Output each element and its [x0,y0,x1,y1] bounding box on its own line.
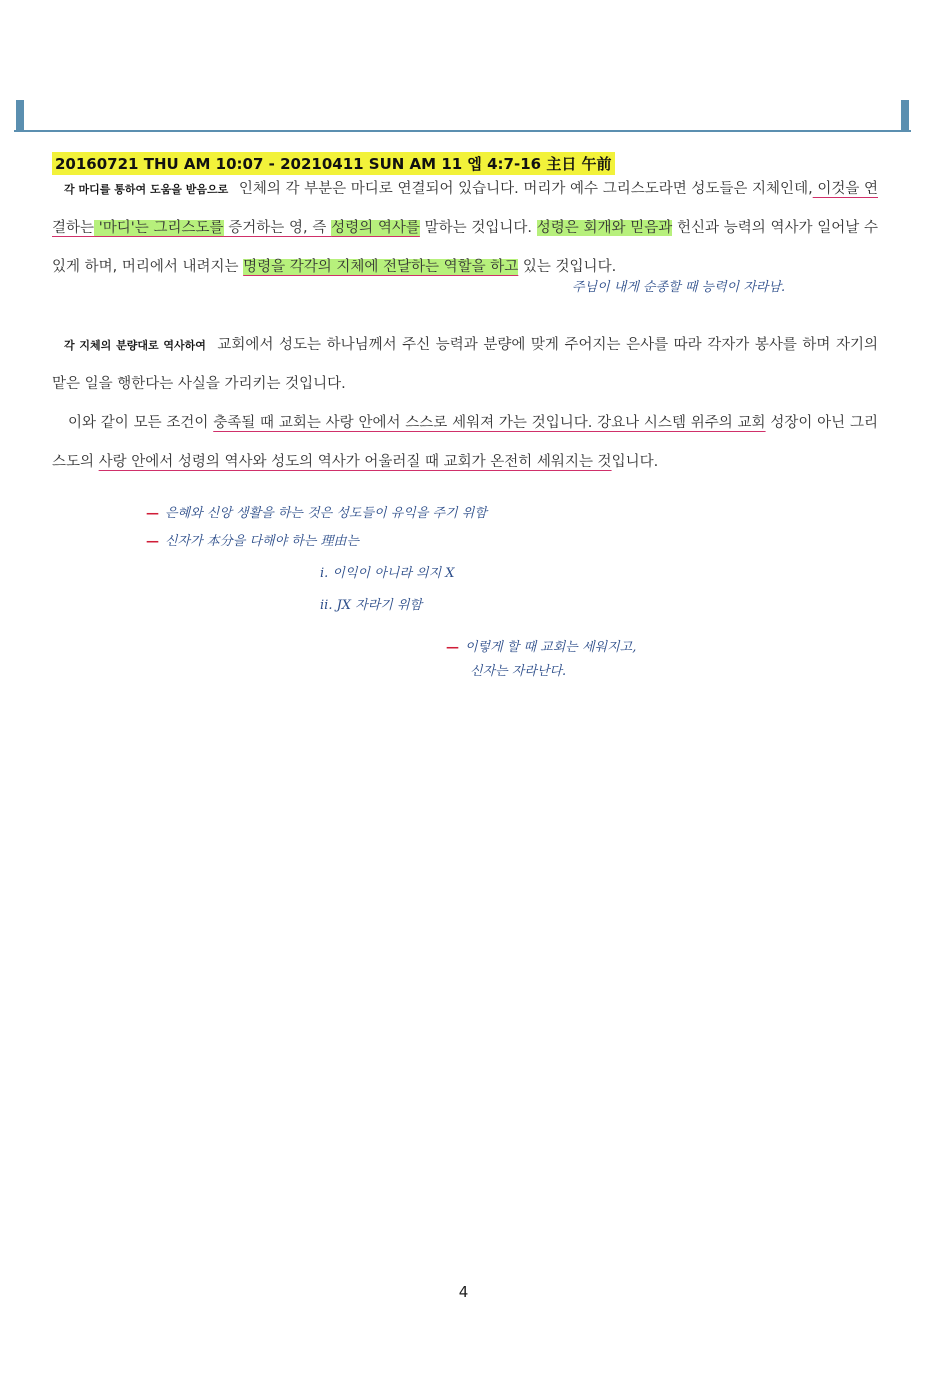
handwritten-note-6 [446,636,636,655]
paragraph-2-lead: 각 지체의 분량대로 역사하여 [64,339,206,352]
paragraph-2 [52,326,878,404]
header-bar-cap-right [901,100,909,132]
handwritten-note-2-text: 은혜와 신앙 생활을 하는 것은 성도들이 유익을 주기 위함 [165,506,487,521]
paragraph-3-text-b: 성장이 아닌 그리스도의 [52,415,878,470]
page-number: 4 [458,1283,469,1301]
handwritten-note-3-text: 신자가 本分을 다해야 하는 理由는 [165,534,360,549]
paragraph-3-text-c: 입니다. [611,454,659,470]
red-dash-mark: — [146,506,159,521]
handwritten-note-2 [146,502,487,521]
paragraph-1-highlight-command: 명령을 각각의 지체에 전달하는 역할을 하고 [243,259,519,275]
paragraph-3 [52,404,878,482]
paragraph-3-underline-a: 충족될 때 교회는 사랑 안에서 스스로 세워져 가는 것입니다. 강요나 시스템 위주의 교회 [213,415,766,431]
handwritten-note-4: i. 이익이 아니라 의지 X [320,566,455,581]
paragraph-3-text-a: 이와 같이 모든 조건이 [68,415,214,431]
paragraph-2-text: 교회에서 성도는 하나님께서 주신 능력과 분량에 맞게 주어지는 은사를 따라 각자가 봉사를 하며 자기의 맡은 일을 행한다는 사실을 가리키는 것입니다. [52,337,878,392]
header-rule [14,130,911,132]
paragraph-1-highlight-madi: '마디'는 그리스도를 [94,220,224,236]
paragraph-1-lead: 각 마디를 통하여 도움을 받음으로 [64,183,229,196]
paragraph-1-text-a: 인체의 각 부분은 마디로 연결되어 있습니다. 머리가 예수 그리스도라면 성도들은 지체인데, [234,181,813,197]
paragraph-1-text-b: 이것을 연결하는 [52,181,878,236]
paragraph-1-text-e: 헌신과 능력의 역사가 일어날 수 있게 하며, 머리에서 내려지는 [52,220,879,275]
paragraph-1-text-f: 있는 것입니다. [518,259,617,275]
handwritten-note-6-text: 이렇게 할 때 교회는 세워지고, [465,640,637,655]
date-reference-line: 20160721 THU AM 10:07 - 20210411 SUN AM 11 엡 4:7-16 主日 午前 [52,152,615,175]
paragraph-1-text-d: 말하는 것입니다. [419,220,537,236]
handwritten-note-7: 신자는 자라난다. [470,664,567,679]
handwritten-note-1: 주님이 내게 순종할 때 능력이 자라남. [572,280,786,295]
handwritten-note-5: ii. JX 자라기 위함 [320,598,423,613]
red-dash-mark: — [146,534,159,549]
paragraph-3-underline-b: 사랑 안에서 성령의 역사와 성도의 역사가 어울러질 때 교회가 온전히 세워지는 것 [98,454,612,470]
paragraph-1-highlight-repent: 성령은 회개와 믿음과 [536,220,673,236]
paragraph-1-text-c: 증거하는 영, 즉 [223,220,332,236]
paragraph-1-highlight-spirit: 성령의 역사를 [331,220,420,236]
paragraph-1 [52,170,878,287]
header-bar-cap-left [16,100,24,132]
red-dash-mark: — [446,640,459,655]
handwritten-note-3 [146,530,359,549]
